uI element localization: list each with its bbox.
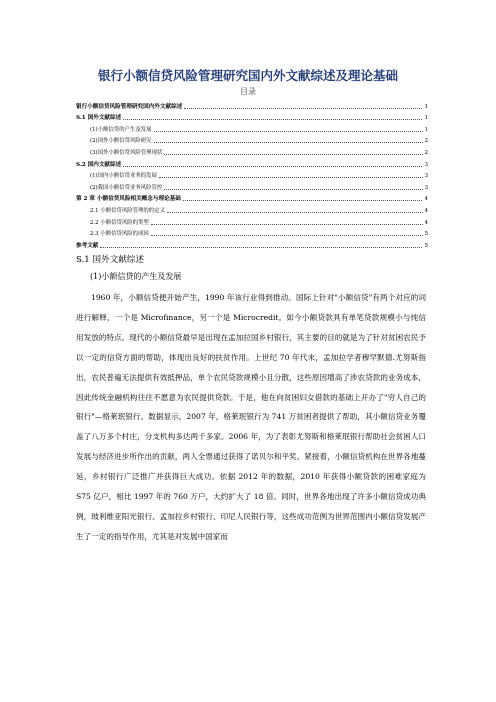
document-title: 银行小额信贷风险管理研究国内外文献综述及理论基础 <box>97 68 398 83</box>
toc-entry[interactable] <box>76 238 428 250</box>
toc-entry-page: 5 <box>424 231 428 238</box>
toc-entry[interactable] <box>76 192 428 204</box>
toc-leader-dots <box>100 247 422 248</box>
body-section <box>76 253 426 547</box>
toc-entry-page: 3 <box>424 161 428 168</box>
toc-entry-label: 参考文献 <box>76 242 99 249</box>
toc-entry-page: 4 <box>424 219 428 226</box>
toc-entry-page: 2 <box>424 149 428 156</box>
toc-entry-page: 3 <box>424 184 428 191</box>
toc-entry-label: (2)我国小额信贷业务风险管控 <box>90 184 163 191</box>
toc-entry-page: 3 <box>424 173 428 180</box>
toc-entry-label: (1)小额信贷的产生及发展 <box>90 126 152 133</box>
toc-entry-label: 第 2 章 小额信贷风险相关概念与理论基础 <box>76 196 181 203</box>
toc-leader-dots <box>164 154 422 155</box>
toc-entry[interactable] <box>76 169 428 181</box>
toc-entry-page: 5 <box>424 242 428 249</box>
toc-entry-page: 4 <box>424 196 428 203</box>
toc-leader-dots <box>183 200 423 201</box>
toc-leader-dots <box>184 108 422 109</box>
toc-entry[interactable] <box>76 227 428 239</box>
toc-leader-dots <box>164 189 422 190</box>
toc-entry[interactable] <box>76 203 428 215</box>
toc-entry-label: S.1 国外文献综述 <box>76 115 122 122</box>
subsection-heading: (1)小额信贷的产生及发展 <box>90 272 182 281</box>
toc-entry[interactable] <box>76 215 428 227</box>
toc-entry-label: 2.2 小额信贷风险的类型 <box>90 219 149 226</box>
toc-entry-page: 1 <box>424 126 428 133</box>
toc-leader-dots <box>167 212 423 213</box>
toc-leader-dots <box>151 224 423 225</box>
toc-entry[interactable] <box>76 157 428 169</box>
toc-entry[interactable] <box>76 99 428 111</box>
toc-entry-page: 4 <box>424 207 428 214</box>
toc-entry[interactable] <box>76 145 428 157</box>
toc-leader-dots <box>154 131 423 132</box>
toc-entry-page: 1 <box>424 115 428 122</box>
toc-leader-dots <box>151 235 423 236</box>
toc-leader-dots <box>123 119 422 120</box>
toc-entry-label: 2.1 小额信贷风险管理的的定义 <box>90 207 165 214</box>
toc-entry-label: 银行小额信贷风险管理研究国内外文献综述 <box>76 103 183 110</box>
toc-entry-label: (2)国外小额信贷风险研究 <box>90 138 152 145</box>
toc-entry-label: (1)国内小额信贷业务的发展 <box>90 173 157 180</box>
toc-leader-dots <box>159 177 423 178</box>
toc-leader-dots <box>123 166 422 167</box>
toc-entry-label: (3)国外小额信贷风险管理现状 <box>90 149 163 156</box>
toc-entry-page: 1 <box>424 103 428 110</box>
toc-entry-label: S.2 国内文献综述 <box>76 161 122 168</box>
toc-entry[interactable] <box>76 122 428 134</box>
toc-entry[interactable] <box>76 134 428 146</box>
toc-entry[interactable] <box>76 111 428 123</box>
section-heading: S.1 国外文献综述 <box>76 255 145 265</box>
toc-leader-dots <box>154 142 423 143</box>
body-paragraph: 1960 年，小额信贷便开始产生，1990 年该行业得到推动。国际上针对"小额信贷"有两个对应的词进行解释，一个是 Microfinance，另一个是 Microcredit。如今小额贷款具有单笔贷款规模小与纯信用发放的特点。现代的小额信贷最早是出现在孟加拉国乡村银行，其主要的目的就是为了针对贫困农民予以一定的信贷方面的帮助，体现出良好的扶贫作用。上世纪 70 年代末，孟加拉学者穆罕默德.尤努斯指出，农民普遍无法提供有效抵押品，单个农民贷款规模小且分散，这些原因增高了涉农贷款的业务成本，因此传统金融机构往往不愿意为农民提供贷款。于是，他在向贫困妇女借款的基础上开办了"穷人自己的银行"—格莱珉银行。数据显示，2007 年，格莱珉银行为 741 万贫困者提供了帮助，其小额信贷业务覆盖了八万多个村庄，分支机构多达两千多家。2006 年，为了表彰尤努斯和格莱珉银行帮助社会贫困人口发展与经济进步所作出的贡献，两人全票通过获得了诺贝尔和平奖。紧接着，小额信贷机构在世界各地蔓延，乡村银行广泛推广并获得巨大成功。依据 2012 年的数据，2010 年获得小额贷款的困难家庭为 S75 亿户，相比 1997 年的 760 万户，大约扩大了 18 倍。同时，世界各地出现了许多小额信贷成功典例，玻利维亚阳光银行、孟加拉乡村银行、印尼人民银行等，这些成功范例为世界范围内小额信贷发展产生了一定的指导作用，尤其是对发展中国家而 <box>76 293 426 541</box>
toc-entry[interactable] <box>76 180 428 192</box>
table-of-contents <box>76 99 428 250</box>
toc-heading: 目录 <box>240 87 256 96</box>
toc-entry-label: 2.3 小额信贷风险的成因 <box>90 231 149 238</box>
toc-entry-page: 2 <box>424 138 428 145</box>
